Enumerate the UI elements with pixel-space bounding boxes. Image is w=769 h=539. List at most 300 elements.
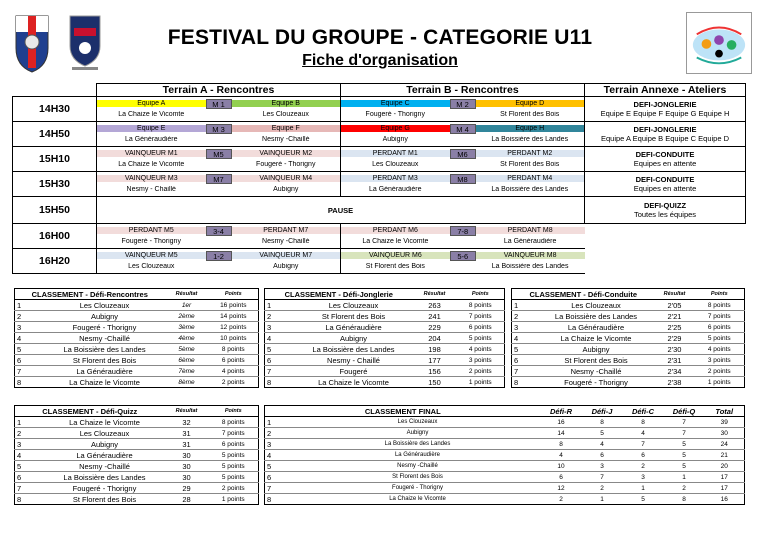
defi-j-points: 6	[582, 450, 623, 461]
match-team-right: PERDANT M8	[476, 227, 585, 234]
result-value: 2'05	[655, 300, 695, 311]
match-team-right: VAINQUEUR M8	[476, 252, 585, 259]
rank-number: 5	[15, 461, 45, 472]
team-name: La Boissière des Landes	[45, 472, 165, 483]
ranking-final-table	[264, 405, 745, 505]
time-slot-label: 14H50	[13, 122, 97, 147]
match-number-badge: M 3	[206, 124, 232, 134]
federation-logo	[66, 14, 104, 72]
team-name: Nesmy -Chaillé	[538, 366, 655, 377]
points-value: 8 points	[209, 417, 259, 428]
match-a-6	[97, 224, 341, 249]
team-name: La Généraudière	[45, 366, 165, 377]
club-crest-logo	[14, 12, 50, 74]
rank-number: 6	[512, 355, 538, 366]
result-value: 2'34	[655, 366, 695, 377]
rank-number: 7	[265, 483, 295, 494]
ranking-row	[15, 366, 259, 377]
workshop-teams: Equipe A Equipe B Equipe C Equipe D	[600, 134, 729, 143]
time-slot-label: 15H30	[13, 172, 97, 197]
rank-number: 6	[15, 472, 45, 483]
match-a-7	[97, 249, 341, 274]
match-team-left: Equipe E	[97, 125, 206, 132]
team-name: Fougeré	[295, 366, 413, 377]
match-b-2	[341, 122, 585, 147]
club-name-left: Aubigny	[382, 136, 408, 143]
rank-number: 8	[512, 377, 538, 388]
defi-j-points: 5	[582, 428, 623, 439]
team-name: La Chaize le Vicomte	[295, 494, 541, 505]
time-slot-label: 15H50	[13, 197, 97, 224]
workshop-title: DEFI-JONGLERIE	[633, 100, 697, 109]
match-team-left: PERDANT M1	[341, 150, 450, 157]
rank-number: 8	[15, 377, 45, 388]
ranking-row	[512, 344, 745, 355]
match-team-left: Equipe C	[341, 100, 450, 107]
match-team-right: PERDANT M2	[476, 150, 585, 157]
club-name-right: Fougeré - Thorigny	[256, 161, 316, 168]
points-value: 6 points	[209, 355, 259, 366]
ranking-title: CLASSEMENT - Défi-Conduite	[512, 289, 655, 300]
match-number-badge: M 1	[206, 99, 232, 109]
time-slot-label: 15H10	[13, 147, 97, 172]
team-name: La Boissière des Landes	[538, 311, 655, 322]
annexe-workshop	[585, 249, 746, 274]
annexe-workshop	[585, 172, 746, 197]
defi-c-points: 8	[623, 417, 664, 428]
ranking-row	[15, 472, 259, 483]
ranking-quizz-table	[14, 405, 259, 505]
result-value: 6ème	[165, 355, 209, 366]
result-value: 7ème	[165, 366, 209, 377]
ranking-row	[512, 311, 745, 322]
match-a-1	[97, 97, 341, 122]
schedule-row	[13, 224, 746, 249]
points-value: 12 points	[209, 322, 259, 333]
result-value: 30	[165, 450, 209, 461]
team-name: Nesmy -Chaillé	[295, 461, 541, 472]
defi-q-points: 5	[664, 439, 705, 450]
annexe-workshop	[585, 224, 746, 249]
match-number-badge: M8	[450, 174, 476, 184]
team-name: Fougeré - Thorigny	[45, 322, 165, 333]
club-name-left: La Chaize le Vicomte	[362, 238, 429, 245]
ranking-row	[512, 322, 745, 333]
final-column-header: Défi-Q	[664, 406, 705, 417]
match-team-left: PERDANT M6	[341, 227, 450, 234]
match-a-2	[97, 122, 341, 147]
team-name: La Chaize le Vicomte	[45, 377, 165, 388]
ranking-title: CLASSEMENT - Défi-Quizz	[15, 406, 165, 417]
defi-r-points: 12	[541, 483, 582, 494]
team-name: Fougeré - Thorigny	[295, 483, 541, 494]
rank-number: 1	[15, 300, 45, 311]
team-name: Aubigny	[45, 439, 165, 450]
rank-number: 2	[15, 428, 45, 439]
match-team-right: Equipe H	[476, 125, 585, 132]
club-name-right: Nesmy -Chaillé	[262, 238, 310, 245]
match-number-badge: M5	[206, 149, 232, 159]
ranking-row	[15, 461, 259, 472]
total-points: 20	[705, 461, 745, 472]
match-team-right: PERDANT M7	[232, 227, 341, 234]
result-value: 156	[413, 366, 457, 377]
points-column-header: Points	[209, 289, 259, 300]
team-name: La Généraudière	[45, 450, 165, 461]
defi-r-points: 6	[541, 472, 582, 483]
team-name: La Chaize le Vicomte	[295, 377, 413, 388]
match-team-right: VAINQUEUR M4	[232, 175, 341, 182]
rank-number: 3	[265, 439, 295, 450]
rank-number: 1	[265, 417, 295, 428]
team-name: Fougeré - Thorigny	[538, 377, 655, 388]
match-team-left: PERDANT M5	[97, 227, 206, 234]
schedule-row	[13, 172, 746, 197]
defi-c-points: 2	[623, 461, 664, 472]
club-name-right: Aubigny	[273, 186, 299, 193]
match-team-right: Equipe F	[232, 125, 341, 132]
club-name-left: La Généraudière	[124, 136, 178, 143]
points-value: 2 points	[695, 366, 745, 377]
result-value: 31	[165, 439, 209, 450]
final-ranking-row	[265, 483, 745, 494]
club-name-right: La Boissière des Landes	[491, 263, 569, 270]
annexe-workshop	[585, 197, 746, 224]
ranking-row	[265, 300, 505, 311]
club-name-right: St Florent des Bois	[500, 111, 560, 118]
team-name: St Florent des Bois	[538, 355, 655, 366]
rank-number: 5	[265, 344, 295, 355]
total-points: 17	[705, 472, 745, 483]
rank-number: 2	[15, 311, 45, 322]
points-value: 5 points	[457, 333, 505, 344]
annexe-workshop	[585, 97, 746, 122]
ranking-row	[265, 366, 505, 377]
team-name: Aubigny	[45, 311, 165, 322]
defi-j-points: 2	[582, 483, 623, 494]
rank-number: 1	[265, 300, 295, 311]
match-number-badge: M 4	[450, 124, 476, 134]
team-name: La Boissière des Landes	[45, 344, 165, 355]
time-slot-label: 16H20	[13, 249, 97, 274]
match-team-left: VAINQUEUR M1	[97, 150, 206, 157]
result-value: 2'25	[655, 322, 695, 333]
match-team-right: Equipe B	[232, 100, 341, 107]
rank-number: 1	[512, 300, 538, 311]
ranking-conduite-table	[511, 288, 745, 388]
workshop-teams: Toutes les équipes	[633, 210, 697, 219]
result-value: 198	[413, 344, 457, 355]
defi-r-points: 14	[541, 428, 582, 439]
result-value: 2'38	[655, 377, 695, 388]
defi-j-points: 7	[582, 472, 623, 483]
rank-number: 3	[512, 322, 538, 333]
result-value: 2'21	[655, 311, 695, 322]
points-value: 1 points	[457, 377, 505, 388]
result-value: 1er	[165, 300, 209, 311]
team-name: Aubigny	[295, 333, 413, 344]
ranking-row	[15, 311, 259, 322]
ranking-row	[265, 333, 505, 344]
rank-number: 3	[15, 439, 45, 450]
result-value: 3ème	[165, 322, 209, 333]
points-value: 7 points	[209, 428, 259, 439]
result-column-header: Résultat	[165, 289, 209, 300]
points-column-header: Points	[457, 289, 505, 300]
ranking-row	[15, 439, 259, 450]
club-name-right: La Généraudière	[503, 238, 557, 245]
points-value: 16 points	[209, 300, 259, 311]
total-points: 16	[705, 494, 745, 505]
final-column-header: Total	[705, 406, 745, 417]
points-column-header: Points	[209, 406, 259, 417]
annexe-workshop	[585, 122, 746, 147]
points-value: 8 points	[695, 300, 745, 311]
points-value: 8 points	[209, 344, 259, 355]
ranking-row	[512, 366, 745, 377]
club-name-left: Fougeré - Thorigny	[121, 238, 181, 245]
ranking-row	[265, 377, 505, 388]
match-b-4	[341, 172, 585, 197]
points-value: 2 points	[457, 366, 505, 377]
rank-number: 7	[265, 366, 295, 377]
team-name: La Boissière des Landes	[295, 439, 541, 450]
points-value: 8 points	[457, 300, 505, 311]
club-name-right: La Boissière des Landes	[491, 136, 569, 143]
defi-c-points: 5	[623, 494, 664, 505]
team-name: Nesmy -Chaillé	[45, 461, 165, 472]
match-team-left: VAINQUEUR M6	[341, 252, 450, 259]
match-team-right: Equipe D	[476, 100, 585, 107]
ranking-row	[15, 322, 259, 333]
schedule-row	[13, 97, 746, 122]
final-ranking-row	[265, 461, 745, 472]
result-value: 2'30	[655, 344, 695, 355]
result-column-header: Résultat	[413, 289, 457, 300]
total-points: 17	[705, 483, 745, 494]
ranking-row	[512, 377, 745, 388]
ranking-row	[15, 450, 259, 461]
result-value: 241	[413, 311, 457, 322]
result-column-header: Résultat	[165, 406, 209, 417]
match-a-4	[97, 172, 341, 197]
final-ranking-row	[265, 417, 745, 428]
team-name: Nesmy - Chaillé	[295, 355, 413, 366]
match-team-left: Equipe G	[341, 125, 450, 132]
match-number-badge: 3-4	[206, 226, 232, 236]
club-name-left: St Florent des Bois	[365, 263, 425, 270]
workshop-teams: Equipes en attente	[633, 184, 697, 193]
result-value: 30	[165, 472, 209, 483]
rank-number: 6	[265, 472, 295, 483]
points-value: 14 points	[209, 311, 259, 322]
total-points: 30	[705, 428, 745, 439]
rank-number: 5	[512, 344, 538, 355]
ranking-row	[15, 417, 259, 428]
points-value: 6 points	[209, 439, 259, 450]
rank-number: 4	[265, 333, 295, 344]
rank-number: 2	[265, 311, 295, 322]
final-column-header: Défi-J	[582, 406, 623, 417]
ranking-row	[15, 377, 259, 388]
ranking-row	[265, 322, 505, 333]
points-value: 5 points	[209, 450, 259, 461]
rank-number: 8	[15, 494, 45, 505]
defi-q-points: 5	[664, 450, 705, 461]
team-name: Les Clouzeaux	[295, 300, 413, 311]
result-value: 229	[413, 322, 457, 333]
final-ranking-row	[265, 450, 745, 461]
ranking-row	[15, 300, 259, 311]
result-value: 5ème	[165, 344, 209, 355]
match-b-6	[341, 224, 585, 249]
defi-r-points: 2	[541, 494, 582, 505]
defi-c-points: 4	[623, 428, 664, 439]
match-number-badge: M7	[206, 174, 232, 184]
points-value: 3 points	[457, 355, 505, 366]
points-value: 2 points	[209, 377, 259, 388]
defi-r-points: 16	[541, 417, 582, 428]
rank-number: 4	[265, 450, 295, 461]
result-column-header: Résultat	[655, 289, 695, 300]
rank-number: 4	[512, 333, 538, 344]
defi-j-points: 8	[582, 417, 623, 428]
team-name: La Chaize le Vicomte	[45, 417, 165, 428]
points-value: 5 points	[695, 333, 745, 344]
match-b-7	[341, 249, 585, 274]
result-value: 31	[165, 428, 209, 439]
defi-j-points: 1	[582, 494, 623, 505]
result-value: 28	[165, 494, 209, 505]
terrain-a-header: Terrain A - Rencontres	[97, 84, 341, 97]
terrain-annexe-header: Terrain Annexe - Ateliers	[585, 84, 746, 97]
rank-number: 2	[265, 428, 295, 439]
ranking-row	[265, 344, 505, 355]
rank-number: 4	[15, 333, 45, 344]
rank-number: 8	[265, 494, 295, 505]
schedule-row	[13, 122, 746, 147]
ranking-row	[15, 494, 259, 505]
schedule-table	[12, 83, 746, 274]
ranking-row	[15, 483, 259, 494]
ranking-row	[265, 311, 505, 322]
ranking-row	[512, 355, 745, 366]
club-name-left: La Généraudière	[368, 186, 422, 193]
match-team-right: VAINQUEUR M7	[232, 252, 341, 259]
ranking-row	[265, 355, 505, 366]
points-value: 7 points	[695, 311, 745, 322]
team-name: St Florent des Bois	[45, 494, 165, 505]
result-value: 2'29	[655, 333, 695, 344]
match-number-badge: M6	[450, 149, 476, 159]
match-number-badge: 7-8	[450, 226, 476, 236]
rank-number: 7	[512, 366, 538, 377]
rank-number: 6	[15, 355, 45, 366]
points-value: 1 points	[209, 494, 259, 505]
match-b-3	[341, 147, 585, 172]
team-name: La Généraudière	[295, 450, 541, 461]
result-value: 263	[413, 300, 457, 311]
points-value: 6 points	[457, 322, 505, 333]
match-team-left: Equipe A	[97, 100, 206, 107]
defi-r-points: 4	[541, 450, 582, 461]
page-title: FESTIVAL DU GROUPE - CATEGORIE U11	[167, 26, 593, 49]
defi-q-points: 7	[664, 417, 705, 428]
rank-number: 1	[15, 417, 45, 428]
ranking-jonglerie-table	[264, 288, 505, 388]
defi-c-points: 1	[623, 483, 664, 494]
points-value: 4 points	[457, 344, 505, 355]
ranking-title: CLASSEMENT - Défi-Rencontres	[15, 289, 165, 300]
rank-number: 2	[512, 311, 538, 322]
workshop-title: DEFI-QUIZZ	[643, 201, 687, 210]
result-value: 177	[413, 355, 457, 366]
club-name-right: Les Clouzeaux	[262, 111, 309, 118]
match-team-right: VAINQUEUR M2	[232, 150, 341, 157]
points-column-header: Points	[695, 289, 745, 300]
ranking-title: CLASSEMENT FINAL	[265, 406, 541, 417]
annexe-workshop	[585, 147, 746, 172]
ranking-row	[15, 355, 259, 366]
team-name: La Généraudière	[295, 322, 413, 333]
defi-c-points: 7	[623, 439, 664, 450]
schedule-row	[13, 197, 746, 224]
points-value: 10 points	[209, 333, 259, 344]
terrain-b-header: Terrain B - Rencontres	[341, 84, 585, 97]
team-name: Les Clouzeaux	[45, 300, 165, 311]
defi-q-points: 8	[664, 494, 705, 505]
defi-q-points: 2	[664, 483, 705, 494]
club-name-left: Les Clouzeaux	[372, 161, 419, 168]
page-subtitle: Fiche d'organisation	[302, 52, 458, 69]
points-value: 5 points	[209, 472, 259, 483]
match-a-3	[97, 147, 341, 172]
final-column-header: Défi-R	[541, 406, 582, 417]
defi-j-points: 4	[582, 439, 623, 450]
total-points: 24	[705, 439, 745, 450]
points-value: 2 points	[209, 483, 259, 494]
result-value: 2'31	[655, 355, 695, 366]
final-ranking-row	[265, 494, 745, 505]
ranking-rencontres-table	[14, 288, 259, 388]
time-slot-label: 16H00	[13, 224, 97, 249]
match-number-badge: 1-2	[206, 251, 232, 261]
rank-number: 6	[265, 355, 295, 366]
workshop-title: DEFI-JONGLERIE	[633, 125, 697, 134]
club-name-left: La Chaize le Vicomte	[118, 111, 185, 118]
result-value: 29	[165, 483, 209, 494]
time-slot-label: 14H30	[13, 97, 97, 122]
points-value: 1 points	[695, 377, 745, 388]
club-name-left: Nesmy - Chaillé	[126, 186, 176, 193]
workshop-title: DEFI-CONDUITE	[635, 150, 695, 159]
final-ranking-row	[265, 428, 745, 439]
club-name-left: Fougeré - Thorigny	[365, 111, 425, 118]
points-value: 7 points	[457, 311, 505, 322]
ranking-title: CLASSEMENT - Défi-Jonglerie	[265, 289, 413, 300]
festival-mascot-logo	[686, 12, 752, 74]
defi-r-points: 10	[541, 461, 582, 472]
result-value: 150	[413, 377, 457, 388]
match-b-1	[341, 97, 585, 122]
match-team-left: PERDANT M3	[341, 175, 450, 182]
rank-number: 3	[265, 322, 295, 333]
points-value: 6 points	[695, 322, 745, 333]
defi-q-points: 5	[664, 461, 705, 472]
team-name: La Chaize le Vicomte	[538, 333, 655, 344]
match-team-right: PERDANT M4	[476, 175, 585, 182]
team-name: Fougeré - Thorigny	[45, 483, 165, 494]
